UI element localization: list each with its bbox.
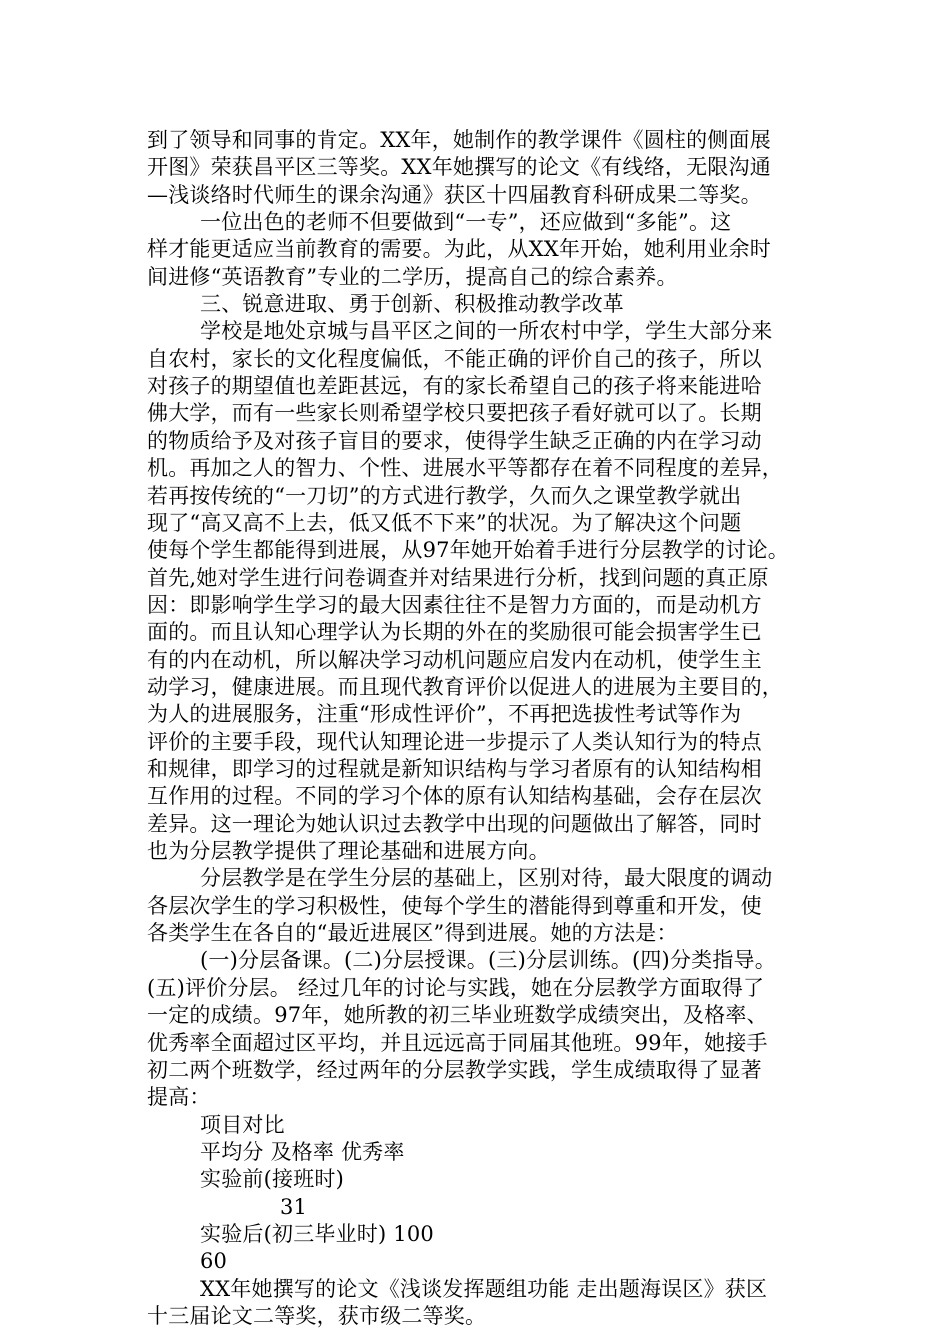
text-line: 互作用的过程。不同的学习个体的原有认知结构基础，会存在层次 — [147, 784, 762, 808]
table-row-label: 实验前(接班时) — [200, 1167, 344, 1191]
text-line: 的物质给予及对孩子盲目的要求，使得学生缺乏正确的内在学习动 — [147, 429, 762, 453]
text-line: 机。再加之人的智力、个性、进展水平等都存在着不同程度的差异， — [147, 456, 783, 480]
table-row-label: 实验后(初三毕业时) 100 — [200, 1222, 434, 1246]
text-line: 和规律，即学习的过程就是新知识结构与学习者原有的认知结构相 — [147, 757, 762, 781]
text-line: 现了“高又高不上去，低又低不下来”的状况。为了解决这个问题 — [147, 511, 742, 535]
table-cell-value: 60 — [200, 1249, 228, 1273]
section-heading: 三、锐意进取、勇于创新、积极推动教学改革 — [200, 292, 624, 316]
text-line: 初二两个班数学，经过两年的分层教学实践，学生成绩取得了显著 — [147, 1058, 762, 1082]
text-line: 一定的成绩。97年，她所教的初三毕业班数学成绩突出，及格率、 — [147, 1003, 768, 1027]
text-line: 有的内在动机，所以解决学习动机问题应启发内在动机，使学生主 — [147, 648, 762, 672]
text-line: 优秀率全面超过区平均，并且远远高于同届其他班。99年，她接手 — [147, 1031, 768, 1055]
table-cell-value: 31 — [280, 1195, 308, 1219]
text-line: 一位出色的老师不但要做到“一专”，还应做到“多能”。这 — [200, 210, 732, 234]
text-line: 学校是地处京城与昌平区之间的一所农村中学，学生大部分来 — [200, 319, 773, 343]
text-line: 差异。这一理论为她认识过去教学中出现的问题做出了解答，同时 — [147, 812, 762, 836]
text-line: 佛大学，而有一些家长则希望学校只要把孩子看好就可以了。长期 — [147, 401, 762, 425]
text-line: 首先,她对学生进行问卷调查并对结果进行分析，找到问题的真正原 — [147, 566, 769, 590]
text-line: 评价的主要手段，现代认知理论进一步提示了人类认知行为的特点 — [147, 730, 762, 754]
text-line: 动学习，健康进展。而且现代教育评价以促进人的进展为主要目的， — [147, 675, 783, 699]
text-line: 间进修“英语教育”专业的二学历，提高自己的综合素养。 — [147, 265, 678, 289]
text-line: 使每个学生都能得到进展，从97年她开始着手进行分层教学的讨论。 — [147, 538, 789, 562]
text-line: 十三届论文二等奖，获市级二等奖。 — [147, 1304, 487, 1328]
text-line: 各层次学生的学习积极性，使每个学生的潜能得到尊重和开发，使 — [147, 894, 762, 918]
text-line: 开图》荣获昌平区三等奖。XX年她撰写的论文《有线络，无限沟通 — [147, 155, 771, 179]
text-line: 到了领导和同事的肯定。XX年，她制作的教学课件《圆柱的侧面展 — [147, 128, 771, 152]
text-line: (五)评价分层。 经过几年的讨论与实践，她在分层教学方面取得了 — [147, 976, 765, 1000]
text-line: 面的。而且认知心理学认为长期的外在的奖励很可能会损害学生已 — [147, 620, 762, 644]
text-line: (一)分层备课。(二)分层授课。(三)分层训练。(四)分类指导。 — [200, 948, 776, 972]
text-line: 提高： — [147, 1085, 211, 1109]
text-line: 也为分层教学提供了理论基础和进展方向。 — [147, 839, 550, 863]
text-line: 分层教学是在学生分层的基础上，区别对待，最大限度的调动 — [200, 866, 773, 890]
text-line: —浅谈络时代师生的课余沟通》获区十四届教育科研成果二等奖。 — [147, 183, 762, 207]
text-line: XX年她撰写的论文《浅谈发挥题组功能 走出题海误区》获区 — [200, 1277, 768, 1301]
text-line: 样才能更适应当前教育的需要。为此，从XX年开始，她利用业余时 — [147, 237, 771, 261]
table-caption: 项目对比 — [200, 1113, 285, 1137]
text-line: 因：即影响学生学习的最大因素往往不是智力方面的，而是动机方 — [147, 593, 762, 617]
text-line: 对孩子的期望值也差距甚远，有的家长希望自己的孩子将来能进哈 — [147, 374, 762, 398]
text-line: 自农村，家长的文化程度偏低，不能正确的评价自己的孩子，所以 — [147, 347, 762, 371]
table-header-row: 平均分 及格率 优秀率 — [200, 1140, 405, 1164]
text-line: 为人的进展服务，注重“形成性评价”，不再把选拔性考试等作为 — [147, 702, 742, 726]
text-line: 各类学生在各自的“最近进展区”得到进展。她的方法是： — [147, 921, 678, 945]
text-line: 若再按传统的“一刀切”的方式进行教学，久而久之课堂教学就出 — [147, 484, 742, 508]
